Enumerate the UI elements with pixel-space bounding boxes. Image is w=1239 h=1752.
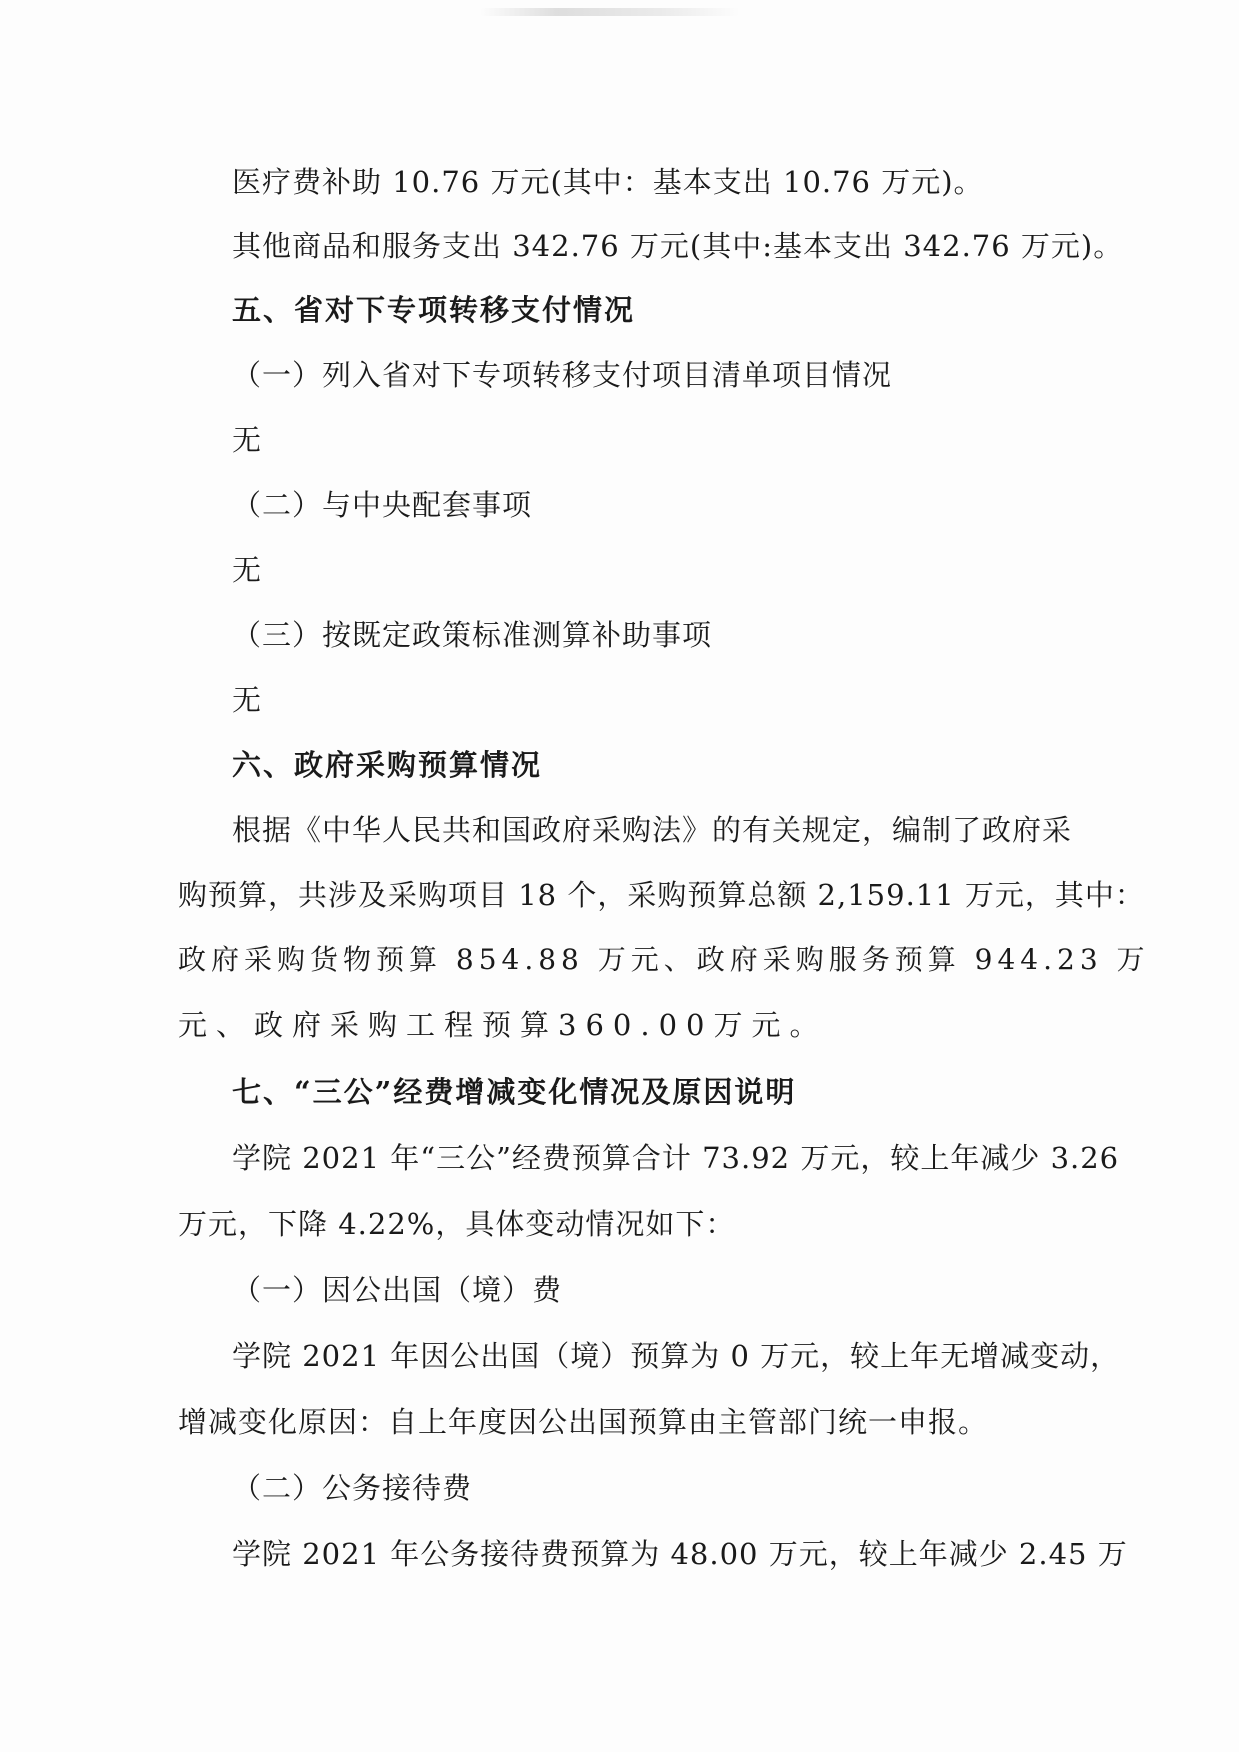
section-heading-7: 七、“三公”经费增减变化情况及原因说明 bbox=[232, 1075, 797, 1109]
paragraph-7-line-4: 增减变化原因：自上年度因公出国预算由主管部门统一申报。 bbox=[178, 1405, 989, 1439]
paragraph-6-line-3: 政府采购货物预算 854.88 万元、政府采购服务预算 944.23 万 bbox=[178, 943, 1150, 976]
text-line-medical-subsidy: 医疗费补助 10.76 万元(其中：基本支出 10.76 万元)。 bbox=[232, 165, 984, 199]
section-heading-5: 五、省对下专项转移支付情况 bbox=[232, 293, 636, 327]
subsection-5-3: （三）按既定政策标准测算补助事项 bbox=[232, 618, 713, 652]
paragraph-7-line-2: 万元，下降 4.22%，具体变动情况如下： bbox=[178, 1207, 736, 1241]
subsection-7-1: （一）因公出国（境）费 bbox=[232, 1273, 563, 1307]
none-text-1: 无 bbox=[232, 423, 263, 457]
subsection-5-1: （一）列入省对下专项转移支付项目清单项目情况 bbox=[232, 358, 893, 392]
subsection-7-2: （二）公务接待费 bbox=[232, 1471, 473, 1505]
none-text-3: 无 bbox=[232, 683, 263, 717]
paragraph-7-line-1: 学院 2021 年“三公”经费预算合计 73.92 万元，较上年减少 3.26 bbox=[232, 1141, 1120, 1175]
none-text-2: 无 bbox=[232, 553, 263, 587]
section-heading-6: 六、政府采购预算情况 bbox=[232, 748, 543, 782]
paragraph-7-line-3: 学院 2021 年因公出国（境）预算为 0 万元，较上年无增减变动， bbox=[232, 1339, 1121, 1373]
paragraph-6-line-4: 元、政府采购工程预算360.00万元。 bbox=[178, 1008, 828, 1042]
text-line-other-goods-services: 其他商品和服务支出 342.76 万元(其中:基本支出 342.76 万元)。 bbox=[232, 229, 1124, 263]
paragraph-6-line-1: 根据《中华人民共和国政府采购法》的有关规定，编制了政府采 bbox=[232, 813, 1073, 847]
scan-artifact bbox=[480, 8, 740, 16]
subsection-5-2: （二）与中央配套事项 bbox=[232, 488, 533, 522]
paragraph-7-line-5: 学院 2021 年公务接待费预算为 48.00 万元，较上年减少 2.45 万 bbox=[232, 1537, 1128, 1571]
paragraph-6-line-2: 购预算，共涉及采购项目 18 个，采购预算总额 2,159.11 万元，其中： bbox=[178, 878, 1145, 912]
